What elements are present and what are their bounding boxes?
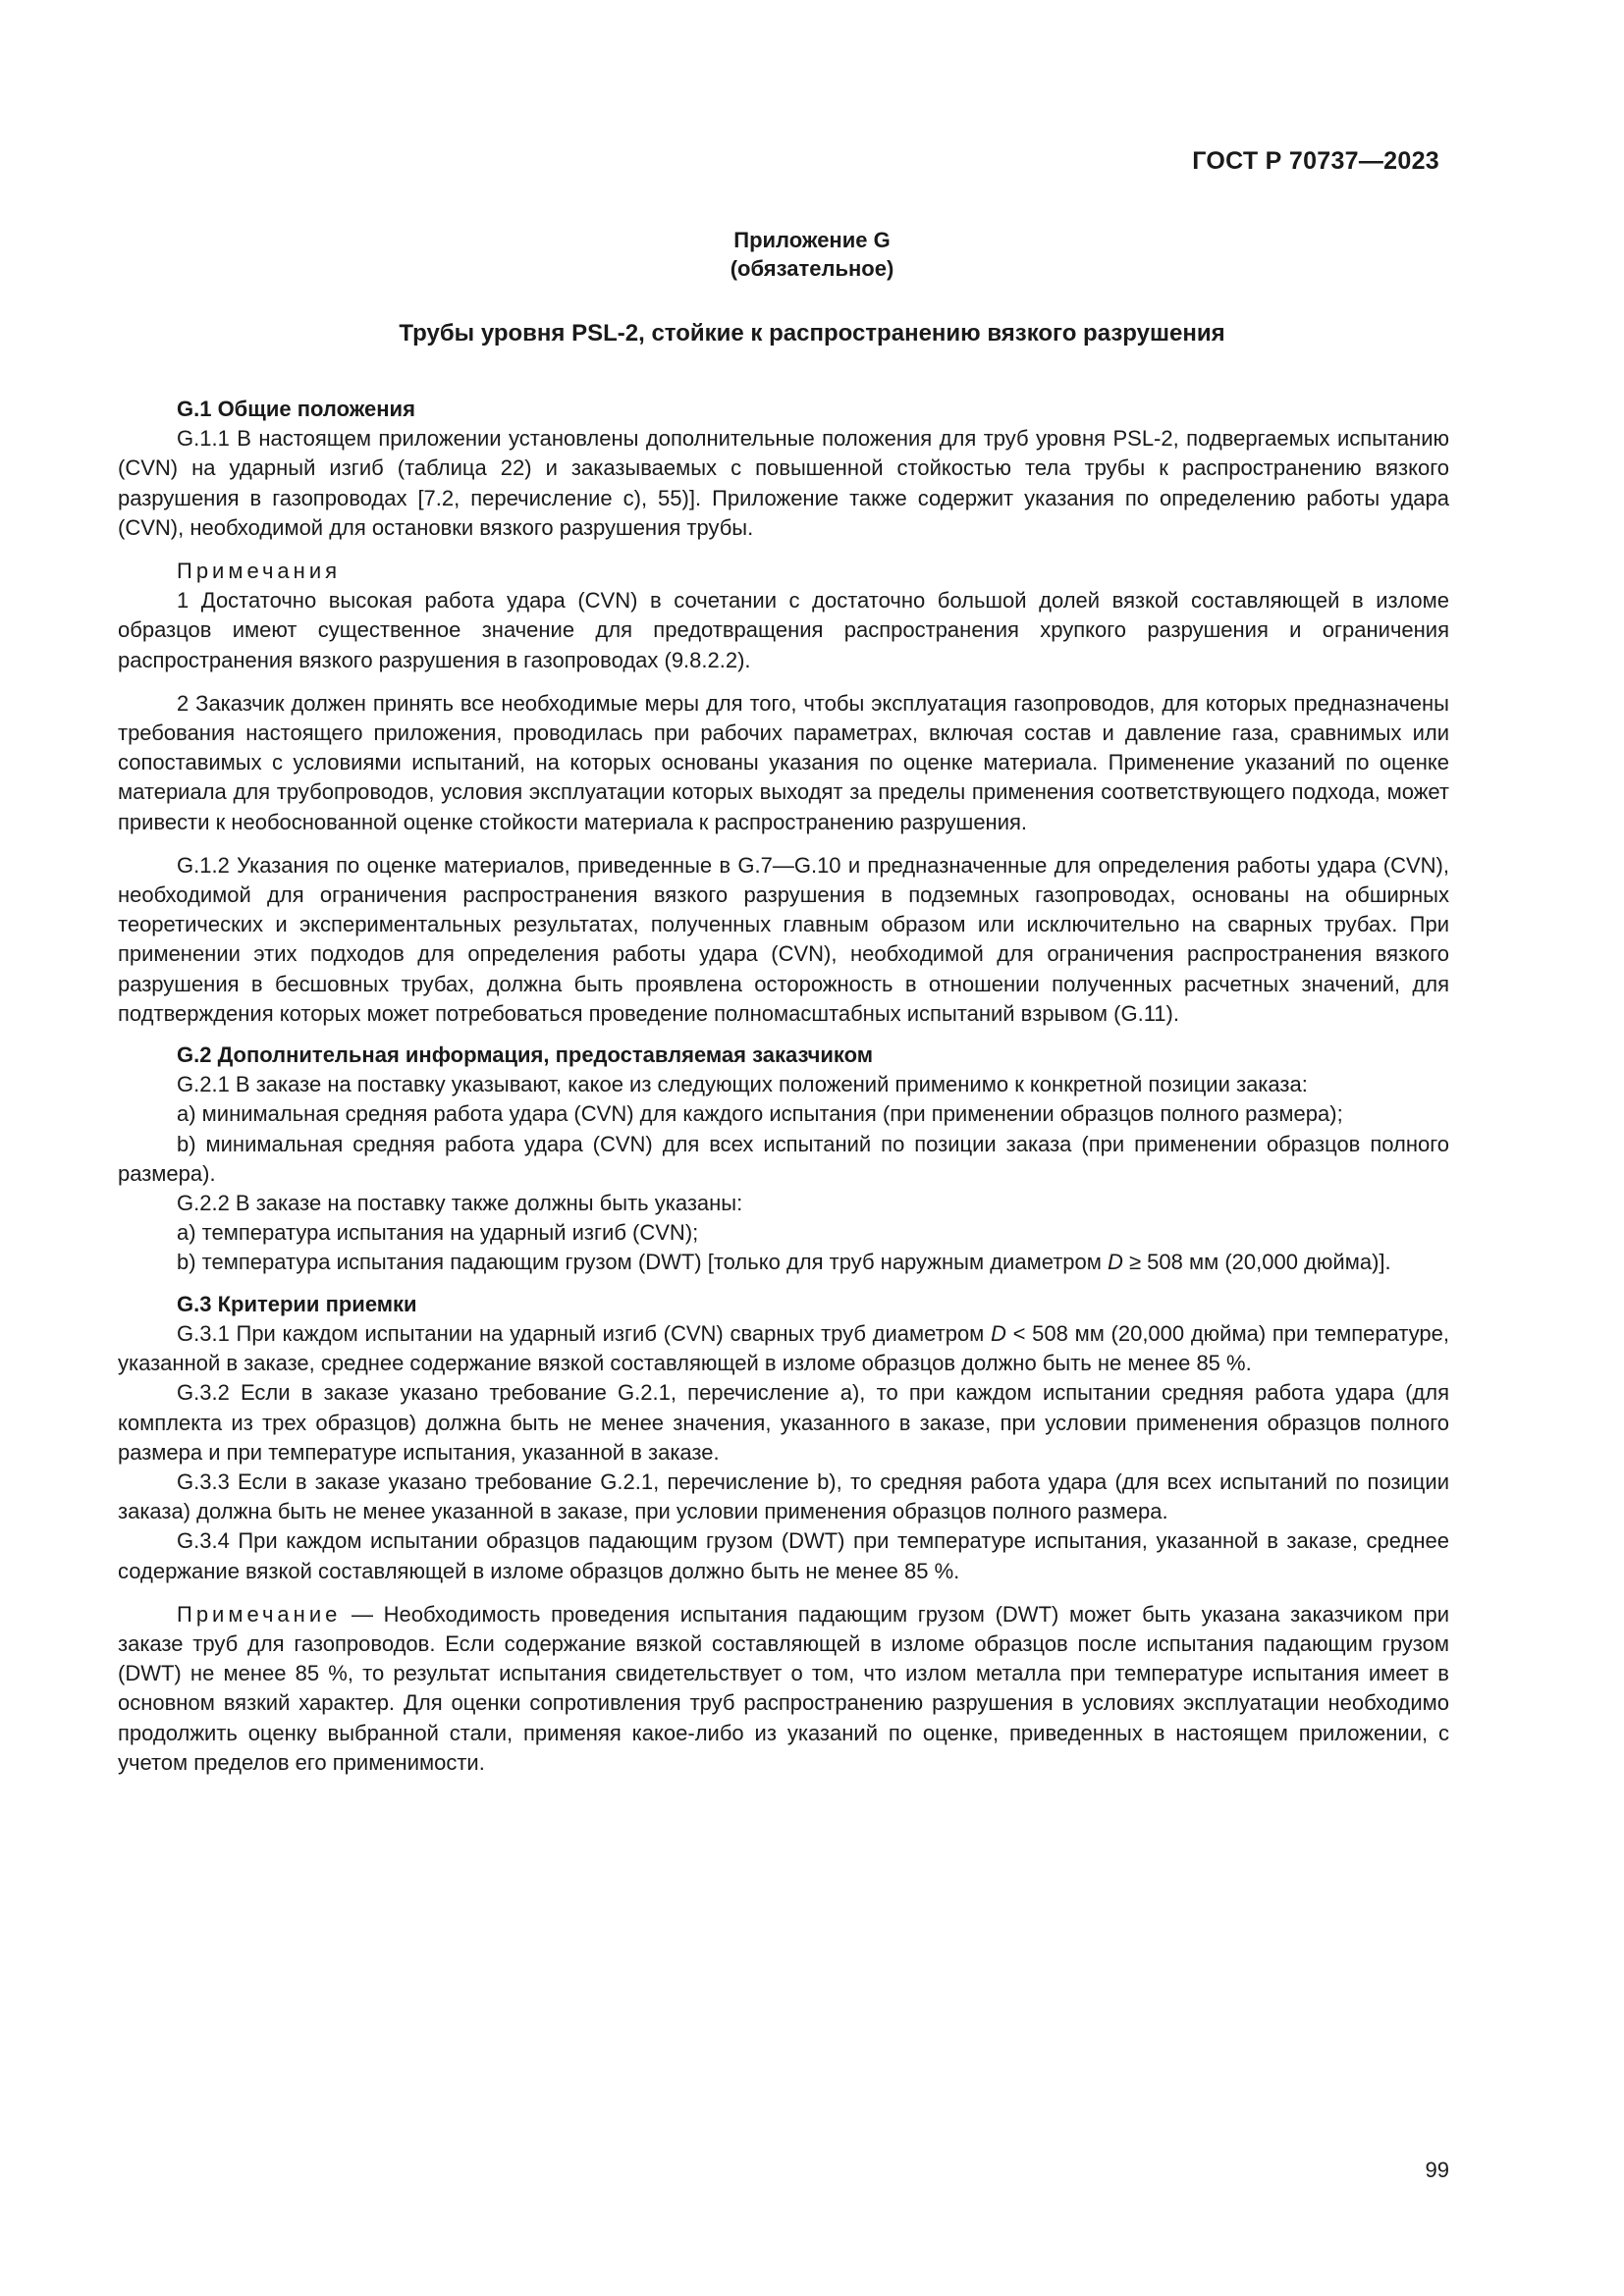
- list-item-g2-2-b: [118, 1248, 1449, 1277]
- paragraph-g3-2: G.3.2 Если в заказе указано требование G.2.1, перечисление а), то при каждом испытании средняя работа удара (для комплекта из трех образцов) должна быть не менее значения, указанного в заказе, при условии применения образцов полного размера и при температуре испытания, указанной в заказе.: [118, 1380, 1449, 1465]
- variable-d: D: [991, 1320, 1006, 1346]
- text-fragment: ≥ 508 мм (20,000 дюйма)].: [1122, 1250, 1391, 1275]
- list-item-g2-2-a: a) температура испытания на ударный изгиб (CVN);: [177, 1220, 699, 1246]
- notes-heading: Примечания: [177, 559, 342, 584]
- section-heading-g3: G.3 Критерии приемки: [177, 1291, 417, 1316]
- annex-title: Приложение G: [733, 228, 891, 252]
- annex-status: (обязательное): [730, 256, 894, 281]
- note-label: Примечание: [177, 1601, 342, 1627]
- list-item-g2-1-b: b) минимальная средняя работа удара (CVN) для всех испытаний по позиции заказа (при применении образцов полного размера).: [118, 1131, 1449, 1186]
- text-fragment: < 508 мм (20,000 дюйма) при температуре, указанной в заказе, среднее содержание вязкой составляющей в изломе образцов должно быть не менее 85 %.: [118, 1320, 1449, 1376]
- paragraph-g3-1: [118, 1319, 1449, 1378]
- paragraph-g3-3: G.3.3 Если в заказе указано требование G.2.1, перечисление b), то средняя работа удара (для всех испытаний по позиции заказа) должна быть не менее указанной в заказе, при условии применения образцов полного размера.: [118, 1468, 1449, 1524]
- note-1: 1 Достаточно высокая работа удара (CVN) в сочетании с достаточно большой долей вязкой составляющей в изломе образцов имеют существенное значение для предотвращения распространения хрупкого разрушения и ограничения распространения вязкого разрушения в газопроводах (9.8.2.2).: [118, 588, 1449, 672]
- text-fragment: b) температура испытания падающим грузом (DWT) [только для труб наружным диаметром: [177, 1250, 1108, 1275]
- note-text: — Необходимость проведения испытания падающим грузом (DWT) может быть указана заказчиком при заказе труб для газопроводов. Если содержание вязкой составляющей в изломе образцов после испытания падающим грузом (DWT) не менее 85 %, то результат испытания свидетельствует о том, что излом металла при температуре испытания имеет в основном вязкий характер. Для оценки сопротивления труб распространению разрушения в условиях эксплуатации необходимо продолжить оценку выбранной стали, применяя какое-либо из указаний по оценке, приведенных в настоящем приложении, с учетом пределов его применимости.: [118, 1601, 1449, 1775]
- list-item-g2-1-a: a) минимальная средняя работа удара (CVN) для каждого испытания (при применении образцов полного размера);: [177, 1101, 1343, 1127]
- paragraph-g1-1: G.1.1 В настоящем приложении установлены дополнительные положения для труб уровня PSL-2, подвергаемых испытанию (CVN) на ударный изгиб (таблица 22) и заказываемых с повышенной стойкостью тела трубы к распространению вязкого разрушения в газопроводах [7.2, перечисление с), 55)]. Приложение также содержит указания по определению работы удара (CVN), необходимой для остановки вязкого разрушения трубы.: [118, 426, 1449, 540]
- section-heading-g1: G.1 Общие положения: [177, 397, 415, 421]
- paragraph-g2-2: G.2.2 В заказе на поставку также должны быть указаны:: [177, 1191, 743, 1216]
- variable-d: D: [1107, 1250, 1123, 1275]
- annex-name: Трубы уровня PSL-2, стойкие к распространению вязкого разрушения: [399, 320, 1225, 347]
- note-2: 2 Заказчик должен принять все необходимые меры для того, чтобы эксплуатация газопроводов, для которых предназначены требования настоящего приложения, проводилась при рабочих параметрах, включая состав и давление газа, сравнимых или сопоставимых с условиями испытаний, на которых основаны указания по оценке материала. Применение указаний по оценке материала для трубопроводов, условия эксплуатации которых выходят за пределы применения соответствующего подхода, может привести к необоснованной оценке стойкости материала к распространению разрушения.: [118, 690, 1449, 834]
- paragraph-g1-2: G.1.2 Указания по оценке материалов, приведенные в G.7—G.10 и предназначенные для определения работы удара (CVN), необходимой для ограничения распространения вязкого разрушения в подземных газопроводах, основаны на обширных теоретических и экспериментальных результатах, полученных главным образом или исключительно на сварных трубах. При применении этих подходов для определения работы удара (CVN), необходимой для ограничения распространения вязкого разрушения в бесшовных трубах, должна быть проявлена осторожность в отношении полученных расчетных значений, для подтверждения которых может потребоваться проведение полномасштабных испытаний взрывом (G.11).: [118, 852, 1449, 1026]
- standard-code: ГОСТ Р 70737—2023: [1192, 147, 1439, 175]
- document-body: [118, 395, 1449, 1778]
- section-heading-g2: G.2 Дополнительная информация, предоставляемая заказчиком: [177, 1042, 874, 1068]
- annex-heading: [0, 226, 1624, 283]
- page-number: 99: [1425, 2158, 1449, 2182]
- note-g3: [118, 1600, 1449, 1778]
- paragraph-g3-4: G.3.4 При каждом испытании образцов падающим грузом (DWT) при температуре испытания, указанной в заказе, среднее содержание вязкой составляющей в изломе образцов должно быть не менее 85 %.: [118, 1528, 1449, 1583]
- text-fragment: G.3.1 При каждом испытании на ударный изгиб (CVN) сварных труб диаметром: [177, 1320, 992, 1346]
- paragraph-g2-1: G.2.1 В заказе на поставку указывают, какое из следующих положений применимо к конкретной позиции заказа:: [177, 1072, 1308, 1097]
